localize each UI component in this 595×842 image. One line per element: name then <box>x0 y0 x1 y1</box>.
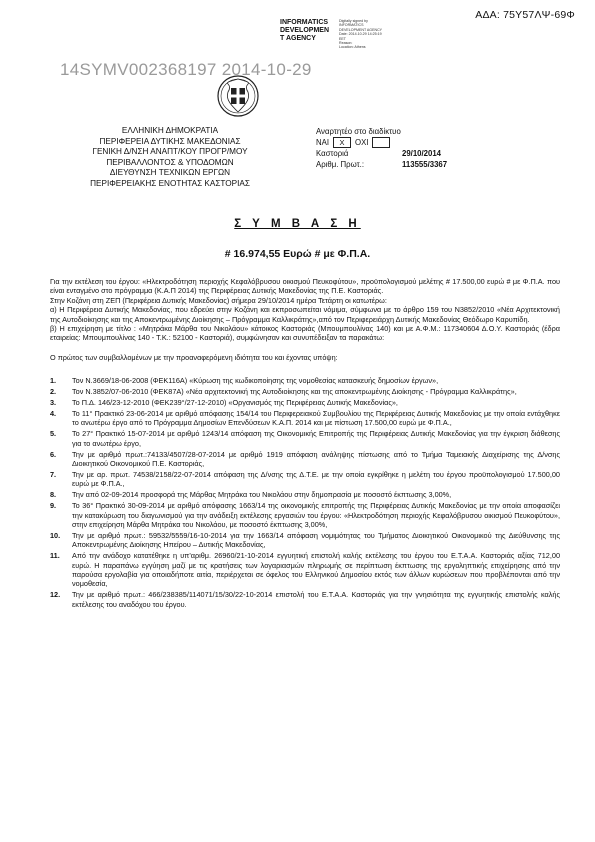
ada-code: ΑΔΑ: 75Υ57ΛΨ-69Φ <box>475 9 575 21</box>
item-text: Το 36° Πρακτικό 30-09-2014 με αριθμό απόφασης 1663/14 της οικονομικής επιτροπής της Περιφέρειας Δυτικής Μακεδονίας με την οποία αποφασίζει την κατακύρωση του διαγωνισμού για την ανάδειξη εκτέλεσης εργασιών του έργου: «Ηλεκτροδότηση περιοχής Κεφαλόβρυσου οικισμού Πευκοφύτου», στην επιχείρηση Μάρθα Μητράκα του Νικολάου, με ποσοστό έκπτωσης 3,00%, <box>72 501 560 529</box>
item-number: 9. <box>50 501 57 511</box>
signature-details <box>339 19 399 50</box>
digital-signature-block <box>280 19 399 50</box>
item-text: Το Π.Δ. 146/23-12-2010 (ΦΕΚ239°/27-12-2010) «Οργανισμός της Περιφέρειας Δυτικής Μακεδονίας», <box>72 398 398 408</box>
no-label: ΟΧΙ <box>355 138 369 147</box>
list-item <box>50 501 560 529</box>
item-text: Την με αρ. πρωτ. 74538/2158/22-07-2014 απόφαση της Δ/νσης της Δ.Τ.Ε. με την οποία εγκρίθηκε η μελέτη του έργου προϋπολογισμού 17.500,00 ευρώ με Φ.Π.Α., <box>72 469 560 489</box>
posted-label: Αναρτητέο στο διαδίκτυο <box>316 127 401 136</box>
protocol-row <box>316 159 447 170</box>
document-meta <box>316 126 447 170</box>
signature-detail-line: Location: Athens <box>339 45 366 50</box>
item-number: 11. <box>50 551 60 561</box>
authority-line: ΠΕΡΙΦΕΡΕΙΑΚΗΣ ΕΝΟΤΗΤΑΣ ΚΑΣΤΟΡΙΑΣ <box>90 178 250 188</box>
item-text: Τον Ν.3669/18-06-2008 (ΦΕΚ116Α) «Κύρωση της κωδικοποίησης της νομοθεσίας κατασκευής δημοσίων έργων», <box>72 376 439 386</box>
signature-detail-line: Reason: <box>339 41 353 46</box>
list-item <box>50 531 560 550</box>
protocol-label: Αριθμ. Πρωτ.: <box>316 160 364 169</box>
signature-detail-line: Digitally signed by <box>339 19 368 23</box>
document-date: 29/10/2014 <box>402 149 442 158</box>
contract-amount: # 16.974,55 Ευρώ # με Φ.Π.Α. <box>224 248 371 260</box>
greek-emblem-icon <box>216 74 260 118</box>
lead-paragraph: Ο πρώτος των συμβαλλομένων με την προαναφερόμενη ιδιότητα του και έχοντας υπόψη: <box>50 352 338 362</box>
yes-label: ΝΑΙ <box>316 138 329 147</box>
item-number: 6. <box>50 449 57 459</box>
yes-checkbox: Χ <box>333 137 351 148</box>
authority-line: ΕΛΛΗΝΙΚΗ ΔΗΜΟΚΡΑΤΙΑ <box>121 126 219 135</box>
signer-line: INFORMATICS <box>280 19 329 26</box>
item-text: Την με αριθμό πρωτ.: 59532/5559/16-10-2014 για την 1663/14 απόφαση νομιμότητας του Τμήματος Διοικητικού Οικονομικού της Διεύθυνσης της Αποκεντρωμένης Διοίκησης Ηπείρου – Δυτικής Μακεδονίας, <box>72 530 560 550</box>
item-number: 12. <box>50 590 61 600</box>
place-label: Καστοριά <box>316 149 349 158</box>
intro-paragraph: Για την εκτέλεση του έργου: «Ηλεκτροδότηση περιοχής Κεφαλόβρυσου οικισμού Πευκοφύτου», προϋπολογισμού μελέτης # 17.500,00 ευρώ # με Φ.Π.Α. που είναι ενταγμένο στο πρόγραμμα (Κ.Α.Π 2014) της Περιφέρειας Δυτικής Μακεδονίας της Π.Ε. Καστοριάς. <box>50 277 560 296</box>
authority-line: ΔΙΕΥΘΥΝΣΗ ΤΕΧΝΙΚΩΝ ΕΡΓΩΝ <box>109 168 231 177</box>
signature-detail-line: INFORMATICS <box>339 23 364 28</box>
list-item <box>50 450 560 469</box>
item-text: Τον Ν.3852/07-06-2010 (ΦΕΚ87Α) «Νέα αρχιτεκτονική της Αυτοδιοίκησης και της αποκεντρωμένης Διοίκησης - Πρόγραμμα Καλλικράτης», <box>72 387 517 397</box>
item-number: 7. <box>50 469 57 479</box>
protocol-number: 113555/3367 <box>402 160 448 169</box>
list-item <box>50 387 560 396</box>
list-item <box>50 398 560 407</box>
list-item <box>50 470 560 489</box>
authority-line: ΠΕΡΙΦΕΡΕΙΑ ΔΥΤΙΚΗΣ ΜΑΚΕΔΟΝΙΑΣ <box>99 136 241 146</box>
intro-paragraph: β) Η επιχείρηση με τίτλο : «Μητράκα Μάρθα του Νικολάου» κάτοικος Καστοριάς (Μπουμπουλίνας 140) και με Α.Φ.Μ.: 117340604 Δ.Ο.Υ. Καστοριάς (έδρα εταιρείας: Μπουμπουλίνας 140 - Τ.Κ.: 52100 - Καστοριά), συμφώνησαν και συνυπέδειξαν τα παρακάτω: <box>50 324 560 343</box>
signer-name <box>280 19 336 43</box>
intro-paragraph: Στην Κοζάνη στη ΖΕΠ (Περιφέρεια Δυτικής Μακεδονίας) σήμερα 29/10/2014 ημέρα Τετάρτη οι κατωτέρω: <box>50 295 387 305</box>
item-text: Την με αριθμό πρωτ.:74133/4507/28-07-2014 με αριθμό 1919 απόφαση ανάληψης πίστωσης από το Τμήμα Ταμειακής Διαχείρισης της Δ/νσης Διοικητικού Οικονομικού Π.Ε. Καστοριάς, <box>72 449 560 468</box>
posted-options <box>316 137 447 148</box>
document-body <box>50 277 560 611</box>
document-title: Σ Υ Μ Β Α Σ Η <box>234 218 361 230</box>
authority-line: ΓΕΝΙΚΗ Δ/ΝΣΗ ΑΝΑΠΤ/ΚΟΥ ΠΡΟΓΡ/ΜΟΥ <box>92 147 248 156</box>
item-number: 3. <box>50 398 57 408</box>
issuing-authority <box>60 126 280 189</box>
document-stamp: 14SYMV002368197 2014-10-29 <box>60 60 312 79</box>
item-text: Την με αριθμό πρωτ.: 466/238385/114071/15/30/22-10-2014 επιστολή του Ε.Τ.Α.Α. Καστοριάς για την γνησιότητα της εγγυητικής επιστολής καλής εκτέλεσης του αναδόχου του έργου. <box>72 590 560 609</box>
list-item <box>50 409 560 428</box>
item-text: Από την ανάδοχο κατατέθηκε η υπ'αριθμ. 26960/21-10-2014 εγγυητική επιστολή καλής εκτέλεσης του έργου του Ε.Τ.Α.Α. Καστοριάς αξίας 712,00 ευρώ. Η παραπάνω εγγύηση μαζί με τις κρατήσεις των λογαριασμών πληρωμής σε περίπτωση έκπτωσης της εργοληπτικής επιχείρησης από την παρούσα εργολαβία για οποιαδήποτε αιτία, περιέρχεται σε όφελος του Ελληνικού Δημοσίου εκτός των άλλων κυρώσεων που προβλέπονται από την νομοθεσία, <box>72 551 560 589</box>
intro-paragraph: α) Η Περιφέρεια Δυτικής Μακεδονίας, που εδρεύει στην Κοζάνη και εκπροσωπείται νόμιμα, σύμφωνα με το άρθρο 159 του Ν3852/2010 «Νέα Αρχιτεκτονική της Αυτοδιοίκησης και της Αποκεντρωμένης Διοίκησης – Πρόγραμμα Καλλικράτης»,από τον Περιφερειάρχη Δυτικής Μακεδονίας Θεόδωρο Καρυπίδη. <box>50 305 560 324</box>
item-number: 1. <box>50 376 57 386</box>
list-item <box>50 590 560 609</box>
item-text: Την από 02-09-2014 προσφορά της Μάρθας Μητράκα του Νικολάου στην δημοπρασία με ποσοστό έκπτωσης 3,00%, <box>72 490 452 500</box>
considerations-list <box>50 376 560 609</box>
authority-line: ΠΕΡΙΒΑΛΛΟΝΤΟΣ & ΥΠΟΔΟΜΩΝ <box>106 157 234 167</box>
item-number: 4. <box>50 408 57 418</box>
signature-detail-line: EET <box>339 36 346 41</box>
place-date-row <box>316 148 447 159</box>
signer-line: T AGENCY <box>280 35 316 42</box>
list-item <box>50 429 560 448</box>
list-item <box>50 551 560 589</box>
signer-line: DEVELOPMEN <box>280 27 330 34</box>
signature-detail-line: DEVELOPMENT AGENCY <box>339 27 383 32</box>
item-text: Το 11° Πρακτικό 23-06-2014 με αριθμό απόφασης 154/14 του Περιφερειακού Συμβουλίου της Περιφέρειας Δυτικής Μακεδονίας με την οποία εντάχθηκε το ανωτέρω έργο από το Πρόγραμμα Δημοσίων Επενδύσεων Κ.Α.Π. 2014 και με πίστωση 17.500,00 ευρώ με Φ.Π.Α., <box>72 408 560 428</box>
item-number: 10. <box>50 530 61 540</box>
list-item <box>50 490 560 499</box>
item-number: 8. <box>50 490 57 500</box>
item-number: 2. <box>50 387 57 397</box>
signature-detail-line: Date: 2014.10.29 14:25:19 <box>339 32 382 37</box>
list-item <box>50 376 560 385</box>
item-text: Το 27° Πρακτικό 15-07-2014 με αριθμό 1243/14 απόφαση της Οικονομικής Επιτροπής της Περιφέρειας Δυτικής Μακεδονίας για την έγκριση διάθεσης για το ανωτέρω έργο, <box>72 429 560 448</box>
no-checkbox <box>372 137 390 148</box>
item-number: 5. <box>50 429 57 439</box>
